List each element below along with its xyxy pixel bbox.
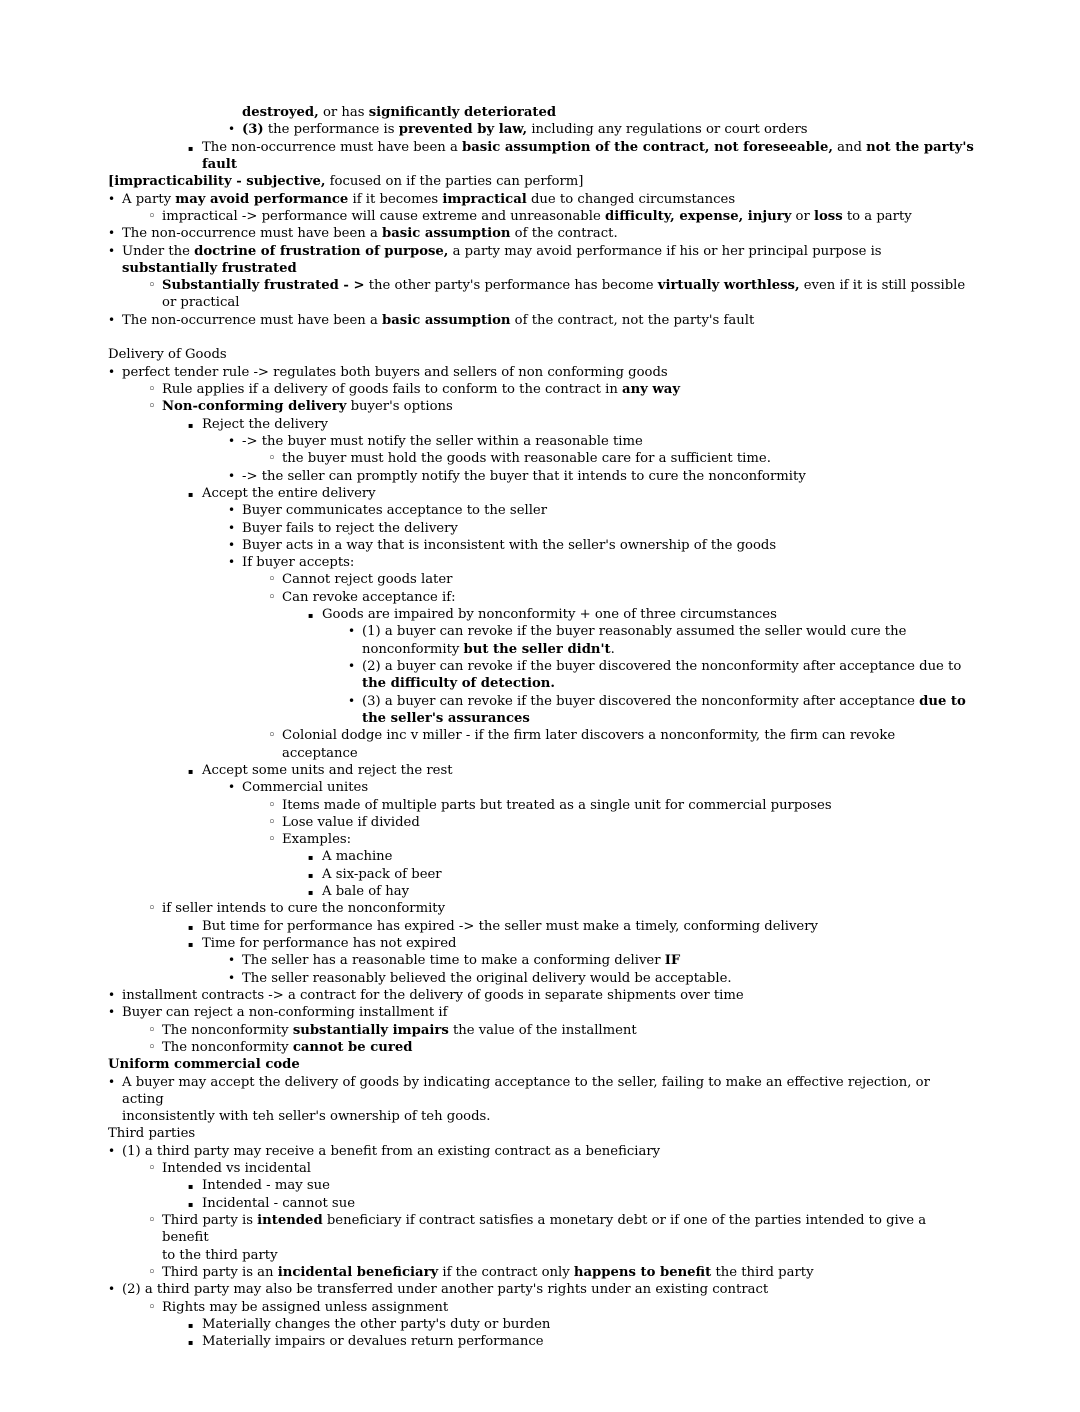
doc-line bbox=[0, 1299, 1080, 1316]
doc-line-text: The seller reasonably believed the original delivery would be acceptable. bbox=[242, 970, 732, 986]
doc-line bbox=[0, 1160, 1080, 1177]
bullet-disc-icon: • bbox=[108, 226, 116, 241]
doc-line-text: Uniform commercial code bbox=[108, 1057, 300, 1073]
doc-line-text: Can revoke acceptance if: bbox=[282, 589, 456, 605]
doc-line bbox=[0, 727, 1080, 762]
doc-line bbox=[0, 900, 1080, 917]
doc-line-text: But time for performance has expired -> the seller must make a timely, conforming delivery bbox=[202, 918, 818, 934]
doc-line-text: Rule applies if a delivery of goods fails to conform to the contract in any way bbox=[162, 382, 680, 397]
bullet-square-icon: ▪ bbox=[188, 1182, 194, 1192]
doc-line bbox=[0, 450, 1080, 467]
bullet-disc-icon: • bbox=[348, 624, 356, 639]
doc-line-text: A machine bbox=[322, 849, 393, 865]
doc-line bbox=[0, 121, 1080, 138]
doc-line-text: installment contracts -> a contract for the delivery of goods in separate shipments over time bbox=[122, 987, 744, 1003]
doc-line bbox=[0, 1004, 1080, 1021]
doc-line-text: A bale of hay bbox=[322, 884, 410, 900]
bullet-disc-icon: • bbox=[108, 1143, 116, 1158]
doc-line-text: Time for performance has not expired bbox=[202, 936, 457, 951]
doc-line-text: The nonconformity substantially impairs the value of the installment bbox=[162, 1022, 637, 1038]
doc-line bbox=[0, 987, 1080, 1004]
doc-line-text: (3) the performance is prevented by law, including any regulations or court orders bbox=[242, 122, 808, 138]
doc-line-text: The nonconformity cannot be cured bbox=[162, 1039, 413, 1055]
bullet-circle-icon: ◦ bbox=[148, 399, 156, 415]
bullet-disc-icon: • bbox=[108, 1282, 116, 1297]
bullet-disc-icon: • bbox=[108, 1005, 116, 1020]
bullet-disc-icon: • bbox=[228, 468, 236, 483]
bullet-disc-icon: • bbox=[228, 970, 236, 985]
doc-line-text: (2) a buyer can revoke if the buyer discovered the nonconformity after acceptance due to the difficulty of detection. bbox=[362, 659, 962, 692]
bullet-circle-icon: ◦ bbox=[268, 451, 276, 467]
bullet-disc-icon: • bbox=[108, 987, 116, 1002]
doc-line bbox=[0, 1177, 1080, 1194]
doc-line-text: destroyed, or has significantly deteriorated bbox=[242, 105, 557, 120]
bullet-circle-icon: ◦ bbox=[148, 1161, 156, 1177]
doc-line bbox=[0, 779, 1080, 796]
doc-line bbox=[0, 502, 1080, 519]
doc-line bbox=[0, 225, 1080, 242]
doc-line bbox=[0, 814, 1080, 831]
doc-line-text: Under the doctrine of frustration of purpose, a party may avoid performance if his or her principal purpose is substantially frustrated bbox=[122, 243, 882, 276]
doc-line-text: Lose value if divided bbox=[282, 814, 420, 830]
doc-line bbox=[0, 623, 1080, 658]
doc-line-text: Colonial dodge inc v miller - if the firm later discovers a nonconformity, the firm can revoke acceptance bbox=[282, 728, 896, 761]
doc-line bbox=[0, 191, 1080, 208]
bullet-circle-icon: ◦ bbox=[148, 1022, 156, 1038]
doc-line-text: Commercial unites bbox=[242, 780, 369, 796]
bullet-circle-icon: ◦ bbox=[148, 901, 156, 917]
doc-line bbox=[0, 1056, 1080, 1073]
doc-line-text: -> the seller can promptly notify the buyer that it intends to cure the nonconformity bbox=[242, 468, 806, 484]
bullet-square-icon: ▪ bbox=[188, 922, 194, 932]
doc-line-text: Accept the entire delivery bbox=[202, 485, 376, 501]
doc-line bbox=[0, 364, 1080, 381]
bullet-circle-icon: ◦ bbox=[268, 814, 276, 830]
bullet-circle-icon: ◦ bbox=[268, 728, 276, 744]
doc-line bbox=[0, 554, 1080, 571]
doc-line-text: Examples: bbox=[282, 832, 352, 848]
doc-line-text: [impracticability - subjective, focused on if the parties can perform] bbox=[108, 174, 584, 190]
bullet-disc-icon: • bbox=[108, 191, 116, 206]
doc-line-text: Non-conforming delivery buyer's options bbox=[162, 399, 453, 415]
doc-line bbox=[0, 831, 1080, 848]
bullet-disc-icon: • bbox=[228, 537, 236, 552]
bullet-square-icon: ▪ bbox=[188, 143, 194, 153]
doc-line bbox=[0, 658, 1080, 693]
doc-line-text: impractical -> performance will cause extreme and unreasonable difficulty, expense, injury or loss to a party bbox=[162, 208, 912, 224]
bullet-circle-icon: ◦ bbox=[148, 208, 156, 224]
doc-line bbox=[0, 952, 1080, 969]
doc-line bbox=[0, 208, 1080, 225]
doc-line-text: (2) a third party may also be transferred under another party's rights under an existing contract bbox=[122, 1282, 769, 1298]
doc-line bbox=[0, 104, 1080, 121]
doc-line-text: Incidental - cannot sue bbox=[202, 1195, 355, 1211]
doc-line-text: Intended vs incidental bbox=[162, 1161, 312, 1177]
doc-line bbox=[0, 416, 1080, 433]
doc-line bbox=[0, 1039, 1080, 1056]
doc-line-text: (3) a buyer can revoke if the buyer discovered the nonconformity after acceptance due to the seller's assurances bbox=[362, 693, 966, 726]
doc-line-text: Buyer acts in a way that is inconsistent with the seller's ownership of the goods bbox=[242, 537, 777, 553]
bullet-disc-icon: • bbox=[348, 659, 356, 673]
bullet-circle-icon: ◦ bbox=[148, 278, 156, 294]
doc-line-text: The non-occurrence must have been a basic assumption of the contract, not foreseeable, and not the party's fault bbox=[202, 139, 974, 172]
doc-line bbox=[0, 468, 1080, 485]
doc-line-text: Accept some units and reject the rest bbox=[202, 762, 453, 778]
doc-line bbox=[0, 797, 1080, 814]
doc-line bbox=[0, 589, 1080, 606]
doc-line-text: The non-occurrence must have been a basic assumption of the contract, not the party's fault bbox=[122, 312, 755, 328]
doc-line-text: The non-occurrence must have been a basic assumption of the contract. bbox=[122, 226, 618, 242]
doc-line-text: Goods are impaired by nonconformity + one of three circumstances bbox=[322, 607, 777, 623]
doc-line-text: A party may avoid performance if it becomes impractical due to changed circumstances bbox=[122, 191, 736, 207]
bullet-disc-icon: • bbox=[228, 520, 236, 535]
doc-line bbox=[0, 537, 1080, 554]
doc-line bbox=[0, 762, 1080, 779]
doc-line bbox=[0, 848, 1080, 865]
doc-line-text: The seller has a reasonable time to make a conforming deliver IF bbox=[242, 953, 681, 969]
doc-line bbox=[0, 571, 1080, 588]
bullet-square-icon: ▪ bbox=[188, 489, 194, 499]
doc-line bbox=[0, 918, 1080, 935]
doc-line-text: Third party is intended beneficiary if contract satisfies a monetary debt or if one of the parties intended to give a benefit to the third party bbox=[162, 1213, 927, 1263]
doc-line bbox=[0, 1195, 1080, 1212]
bullet-circle-icon: ◦ bbox=[268, 832, 276, 848]
bullet-circle-icon: ◦ bbox=[268, 797, 276, 813]
doc-line-text: Substantially frustrated - > the other party's performance has become virtually worthless, even if it is still possible or practical bbox=[162, 278, 966, 311]
doc-line bbox=[0, 381, 1080, 398]
bullet-disc-icon: • bbox=[228, 433, 236, 448]
doc-line bbox=[0, 139, 1080, 174]
doc-line bbox=[0, 606, 1080, 623]
doc-line bbox=[0, 1143, 1080, 1160]
bullet-circle-icon: ◦ bbox=[148, 1299, 156, 1315]
doc-line bbox=[0, 398, 1080, 415]
doc-line bbox=[0, 866, 1080, 883]
blank-line bbox=[0, 329, 1080, 346]
doc-line bbox=[0, 312, 1080, 329]
bullet-square-icon: ▪ bbox=[188, 1199, 194, 1209]
bullet-disc-icon: • bbox=[108, 364, 116, 379]
bullet-disc-icon: • bbox=[108, 243, 116, 258]
notes-body bbox=[0, 104, 1080, 1351]
doc-line-text: Buyer fails to reject the delivery bbox=[242, 520, 458, 536]
bullet-disc-icon: • bbox=[228, 503, 236, 518]
doc-line-text: -> the buyer must notify the seller within a reasonable time bbox=[242, 433, 643, 449]
doc-line-text: Third parties bbox=[108, 1126, 196, 1142]
bullet-disc-icon: • bbox=[108, 312, 116, 327]
bullet-disc-icon: • bbox=[228, 555, 236, 570]
doc-line-text: Third party is an incidental beneficiary if the contract only happens to benefit the third party bbox=[162, 1264, 814, 1280]
bullet-circle-icon: ◦ bbox=[148, 1264, 156, 1280]
doc-line bbox=[0, 277, 1080, 312]
doc-line bbox=[0, 935, 1080, 952]
doc-line-text: Items made of multiple parts but treated as a single unit for commercial purposes bbox=[282, 797, 832, 813]
bullet-disc-icon: • bbox=[228, 122, 236, 137]
doc-line-text: if seller intends to cure the nonconformity bbox=[162, 901, 446, 917]
doc-line bbox=[0, 970, 1080, 987]
doc-line-text: Cannot reject goods later bbox=[282, 572, 453, 588]
doc-line bbox=[0, 1333, 1080, 1350]
doc-line bbox=[0, 1022, 1080, 1039]
doc-line bbox=[0, 1074, 1080, 1126]
bullet-circle-icon: ◦ bbox=[148, 1039, 156, 1055]
bullet-disc-icon: • bbox=[108, 1074, 116, 1089]
doc-line-text: Materially changes the other party's duty or burden bbox=[202, 1316, 551, 1332]
bullet-square-icon: ▪ bbox=[188, 420, 194, 430]
bullet-circle-icon: ◦ bbox=[148, 1213, 156, 1228]
doc-line bbox=[0, 1212, 1080, 1264]
bullet-disc-icon: • bbox=[228, 780, 236, 795]
doc-line-text: (1) a buyer can revoke if the buyer reasonably assumed the seller would cure the nonconformity but the seller didn't. bbox=[362, 624, 907, 657]
doc-line bbox=[0, 1281, 1080, 1298]
bullet-square-icon: ▪ bbox=[188, 940, 194, 949]
doc-line-text: If buyer accepts: bbox=[242, 555, 355, 571]
bullet-disc-icon: • bbox=[228, 953, 236, 968]
bullet-circle-icon: ◦ bbox=[268, 589, 276, 605]
bullet-square-icon: ▪ bbox=[188, 766, 194, 776]
doc-line-text: Materially impairs or devalues return performance bbox=[202, 1334, 544, 1350]
doc-line bbox=[0, 883, 1080, 900]
bullet-square-icon: ▪ bbox=[308, 870, 314, 880]
bullet-square-icon: ▪ bbox=[308, 888, 314, 898]
doc-line-text: Buyer can reject a non-conforming installment if bbox=[122, 1005, 448, 1021]
doc-line-text: Rights may be assigned unless assignment bbox=[162, 1299, 449, 1315]
doc-line-text: Buyer communicates acceptance to the seller bbox=[242, 503, 548, 519]
doc-line-text: Delivery of Goods bbox=[108, 347, 227, 363]
bullet-square-icon: ▪ bbox=[188, 1338, 194, 1348]
doc-line bbox=[0, 693, 1080, 728]
doc-line-text: A buyer may accept the delivery of goods by indicating acceptance to the seller, failing to make an effective rejection, or acting inconsistently with teh seller's ownership of teh goods. bbox=[122, 1074, 930, 1125]
bullet-disc-icon: • bbox=[348, 693, 356, 708]
doc-line bbox=[0, 173, 1080, 190]
doc-line-text: the buyer must hold the goods with reasonable care for a sufficient time. bbox=[282, 451, 771, 467]
doc-line bbox=[0, 243, 1080, 278]
bullet-circle-icon: ◦ bbox=[148, 382, 156, 397]
doc-line-text: Intended - may sue bbox=[202, 1178, 330, 1194]
doc-line bbox=[0, 485, 1080, 502]
doc-line bbox=[0, 520, 1080, 537]
doc-line bbox=[0, 433, 1080, 450]
doc-line bbox=[0, 1264, 1080, 1281]
doc-line bbox=[0, 346, 1080, 363]
bullet-square-icon: ▪ bbox=[308, 611, 314, 621]
bullet-square-icon: ▪ bbox=[308, 853, 314, 863]
doc-line-text: (1) a third party may receive a benefit from an existing contract as a beneficiary bbox=[122, 1143, 661, 1159]
doc-line-text: A six-pack of beer bbox=[322, 866, 442, 882]
doc-line-text: Reject the delivery bbox=[202, 416, 328, 432]
bullet-circle-icon: ◦ bbox=[268, 572, 276, 588]
doc-line bbox=[0, 1316, 1080, 1333]
doc-line-text: perfect tender rule -> regulates both buyers and sellers of non conforming goods bbox=[122, 364, 668, 380]
bullet-square-icon: ▪ bbox=[188, 1320, 194, 1330]
doc-line bbox=[0, 1125, 1080, 1142]
